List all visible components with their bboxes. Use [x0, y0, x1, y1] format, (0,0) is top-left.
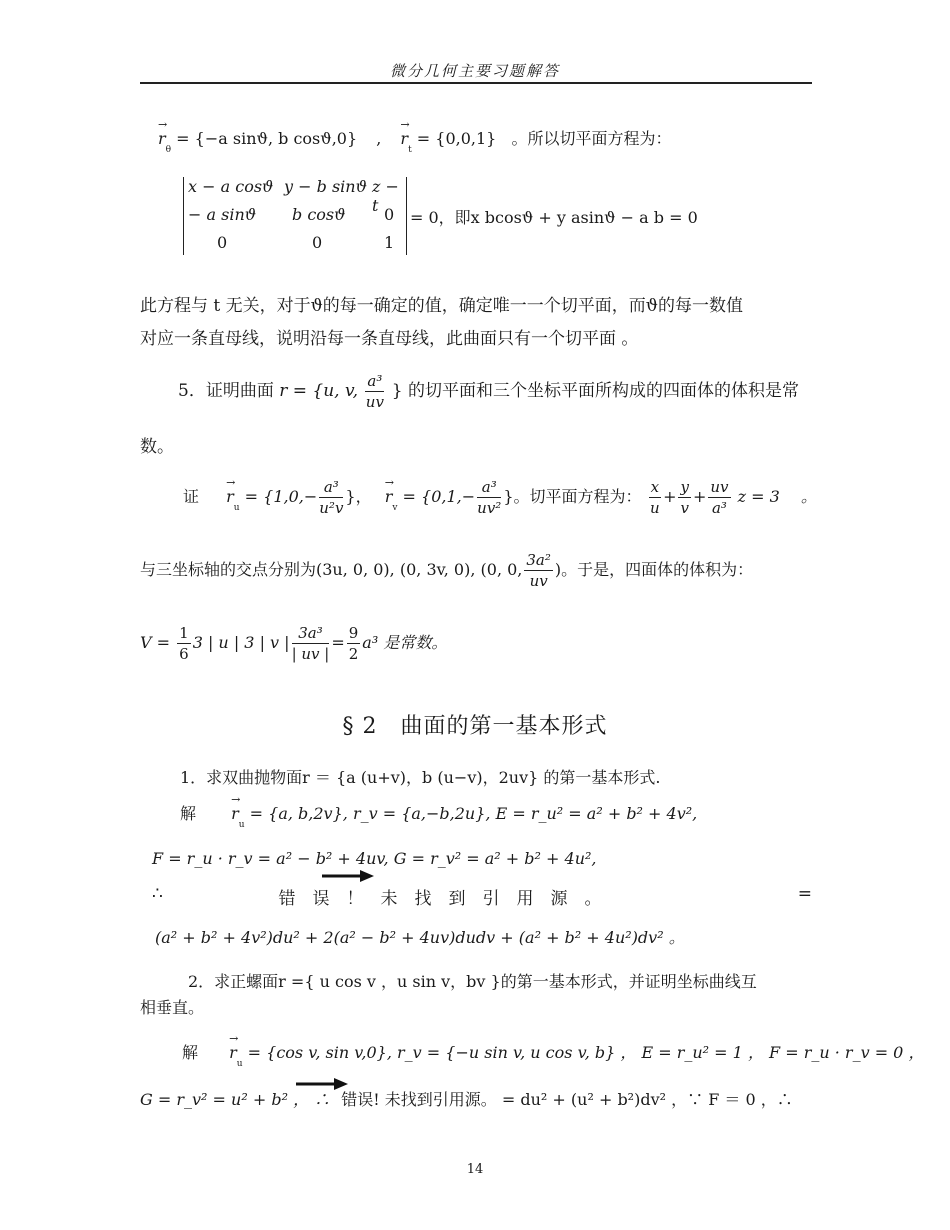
fraction — [365, 372, 384, 411]
rv-tail: }。切平面方程为： — [503, 487, 642, 506]
solution-text: = {cos v, sin v,0}, r_v = {−u sin v, u cos v, b} ， E = r_u² = 1 ， F = r_u · r_v = 0 ， — [247, 1043, 925, 1062]
section-heading: § 2 曲面的第一基本形式 — [342, 714, 608, 739]
sub-u: u — [233, 503, 240, 513]
sub-t: t — [408, 145, 412, 155]
ru-value: = {1,0,− — [244, 487, 318, 506]
error-char: ！ — [346, 889, 364, 909]
volume-line — [140, 624, 447, 663]
numerator: 1 — [179, 624, 189, 642]
question-2: 2．求正螺面r ={ u cos v ，u sin v，bv }的第一基本形式，并证明坐标曲线互 — [188, 972, 757, 991]
solution-2-line-2 — [140, 1087, 793, 1110]
r-vector: → r — [158, 129, 166, 148]
r-vector: → r — [400, 129, 408, 148]
det-cell: 0 — [217, 233, 228, 252]
denominator: uv — [365, 393, 384, 411]
det-cell: 0 — [384, 205, 395, 224]
fraction — [319, 478, 343, 517]
numerator: a³ — [367, 372, 383, 390]
therefore-symbol: ∴ — [152, 884, 163, 904]
denominator: uv — [529, 572, 548, 590]
rv-value: = {0,1,− — [402, 487, 476, 506]
fraction — [347, 624, 361, 663]
intersection-text: 与三坐标轴的交点分别为(3u, 0, 0), (0, 3v, 0), (0, 0, — [140, 560, 523, 579]
tangent-plane-intro: 。所以切平面方程为： — [511, 129, 672, 148]
determinant — [183, 177, 407, 255]
paragraph-line: 对应一条直母线，说明沿每一条直母线，此曲面只有一个切平面 。 — [140, 329, 639, 349]
fraction — [477, 478, 501, 517]
solution-1-line-1 — [180, 801, 697, 830]
denominator: a³ — [711, 499, 727, 517]
first-fundamental-form-2: 错误! 未找到引用源。 = du² + (u² + b²)dv² ，∵ F ＝ 0 ，∴ — [341, 1090, 793, 1109]
r-vector: → r — [229, 1043, 237, 1062]
ru-tail: }， — [345, 487, 372, 506]
running-header: 微分几何主要习题解答 — [389, 62, 560, 80]
solution-1-line-2: F = r_u · r_v = a² − b² + 4uv, G = r_v² = a² + b² + 4u², — [152, 849, 597, 868]
error-message — [270, 884, 610, 909]
page-number: 14 — [466, 1162, 484, 1177]
fraction — [177, 624, 191, 663]
question-5 — [178, 372, 799, 411]
numerator: a³ — [477, 478, 501, 498]
denominator: | uv | — [291, 645, 330, 663]
surface-vector: r = {u, v, — [279, 381, 358, 401]
volume-head: V = — [140, 633, 171, 652]
error-char: 错 — [278, 889, 296, 909]
error-char: 引 — [482, 889, 500, 909]
question-5-tail: } 的切平面和三个坐标平面所构成的四面体的体积是常 — [391, 381, 799, 401]
equals-sign: = — [797, 884, 812, 904]
r-t-value: = {0,0,1} — [416, 129, 497, 148]
volume-tail: a³ 是常数。 — [362, 633, 448, 652]
g-value: G = r_v² = u² + b² ， ∴ — [140, 1090, 331, 1109]
proof-line: 证 → $r_u = \{1,0,-$ $\frac{\text{a³}}{\text{u²v}}$ }， → $r_v = \{0,1,-$ $\frac{\text{a³}}{\text{uv²}}$ }。切平面方程为： $\frac{x}{u}$ + $\frac{y}{v}$ + $\frac{uv}{\text{a³}}$ z = 3 。 — [183, 478, 817, 517]
det-cell: y − b sinϑ — [284, 177, 368, 196]
question-2-cont: 相垂直。 — [140, 998, 205, 1017]
numerator: 9 — [348, 624, 359, 642]
first-fundamental-form-1: (a² + b² + 4v²)du² + 2(a² − b² + 4uv)dudv + (a² + b² + 4u²)dv² 。 — [155, 928, 685, 947]
numerator: 3a² — [526, 551, 551, 569]
error-char: 源 — [550, 889, 568, 909]
fraction — [292, 624, 330, 663]
numerator: x — [650, 478, 660, 496]
r-vector: → r — [231, 804, 239, 823]
fraction — [678, 478, 690, 517]
denominator: v — [680, 499, 689, 517]
det-cell: 0 — [312, 233, 323, 252]
volume-mid: 3 | u | 3 | v | — [192, 633, 290, 652]
fraction — [524, 551, 553, 590]
error-char: 未 — [380, 889, 398, 909]
r-vector: → r — [385, 487, 393, 506]
solution-label: 解 — [180, 804, 197, 823]
fraction — [708, 478, 730, 517]
r-vector: → r — [226, 487, 234, 506]
error-char: 。 — [584, 889, 602, 909]
det-cell: z − t — [372, 177, 399, 215]
separator: , — [376, 129, 382, 148]
question-1: 1．求双曲抛物面r ＝ {a (u+v)，b (u−v)，2uv} 的第一基本形式. — [180, 768, 661, 787]
det-cell: x − a cosϑ — [188, 177, 274, 196]
derivative-line — [158, 126, 671, 155]
error-char: 误 — [312, 889, 330, 909]
denominator: u²v — [319, 499, 344, 517]
error-char: 用 — [516, 889, 534, 909]
paragraph-line: 此方程与 t 无关，对于ϑ的每一确定的值，确定唯一一个切平面，而ϑ的每一数值 — [140, 296, 743, 316]
numerator: uv — [710, 478, 729, 496]
denominator: 2 — [348, 645, 359, 663]
r-theta-value: = {−a sinϑ, b cosϑ,0} — [176, 129, 358, 148]
equals: = — [331, 633, 345, 652]
solution-1-line-3 — [152, 884, 812, 909]
sub-v: v — [392, 503, 398, 513]
det-cell: − a sinϑ — [188, 205, 257, 224]
sub-u: u — [238, 820, 245, 830]
sub-u: u — [236, 1059, 243, 1069]
question-5-label: 5．证明曲面 — [178, 381, 274, 401]
det-cell: 1 — [384, 233, 395, 252]
denominator: uv² — [477, 499, 502, 517]
denominator: 6 — [179, 645, 189, 663]
fraction — [649, 478, 661, 517]
intersection-tail: )。于是，四面体的体积为： — [554, 560, 754, 579]
header-rule — [140, 82, 812, 84]
solution-label: 解 — [182, 1043, 199, 1062]
solution-text: = {a, b,2v}, r_v = {a,−b,2u}, E = r_u² = a² + b² + 4v², — [249, 804, 698, 823]
denominator: u — [649, 499, 660, 517]
sub-theta: θ — [165, 145, 172, 155]
numerator: a³ — [319, 478, 343, 498]
error-char: 到 — [448, 889, 466, 909]
det-cell: b cosϑ — [292, 205, 346, 224]
intersection-line — [140, 551, 753, 590]
numerator: 3a³ — [292, 624, 330, 644]
numerator: y — [680, 478, 689, 496]
plane-tail: z = 3 。 — [737, 487, 817, 506]
tangent-plane-equation: = 0，即x bcosϑ + y asinϑ − a b = 0 — [410, 208, 698, 227]
arrow-icon — [322, 868, 374, 884]
error-char: 找 — [414, 889, 432, 909]
solution-2-line-1 — [182, 1040, 924, 1069]
question-5-cont: 数。 — [140, 437, 174, 457]
proof-label: 证 — [183, 487, 200, 506]
